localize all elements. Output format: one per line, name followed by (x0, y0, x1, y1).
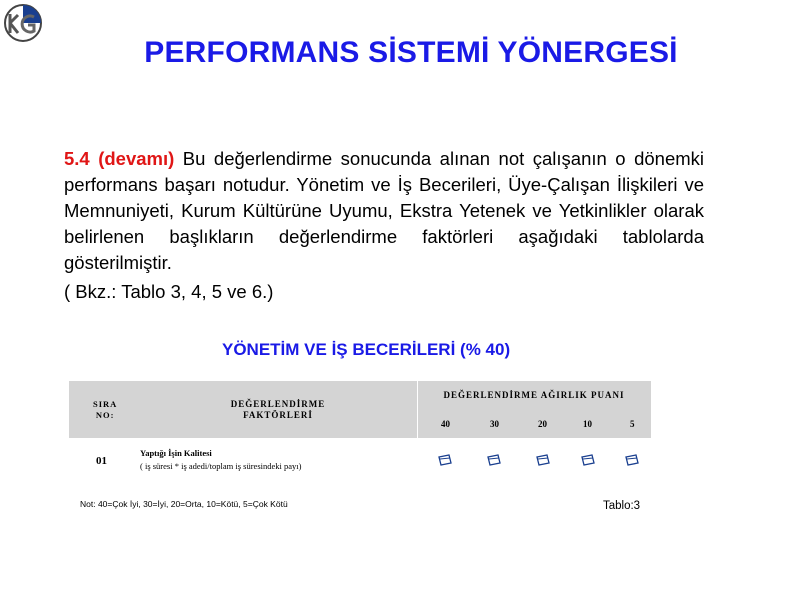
table-reference: ( Bkz.: Tablo 3, 4, 5 ve 6.) (64, 281, 274, 302)
row-factor: Yaptığı İşin Kalitesi (140, 448, 212, 458)
header-sira-line1: SIRA (93, 399, 118, 409)
header-agirlik: DEĞERLENDİRME AĞIRLIK PUANI (443, 390, 625, 400)
checkbox-20-icon[interactable] (535, 453, 551, 467)
checkbox-5-icon[interactable] (624, 453, 640, 467)
point-30: 30 (490, 419, 499, 429)
header-sira-line2: NO: (95, 410, 115, 420)
page-title: PERFORMANS SİSTEMİ YÖNERGESİ (144, 36, 678, 69)
table-note: Not: 40=Çok İyi, 30=İyi, 20=Orta, 10=Kötü, 5=Çok Kötü (80, 499, 288, 509)
header-faktor (219, 399, 337, 421)
row-description: ( iş süresi * iş adedi/toplam iş süresindeki payı) (140, 461, 302, 471)
checkbox-10-icon[interactable] (580, 453, 596, 467)
checkbox-30-icon[interactable] (486, 453, 502, 467)
point-5: 5 (630, 419, 635, 429)
row-number: 01 (96, 455, 107, 467)
section-number: 5.4 (devamı) (64, 148, 175, 169)
point-40: 40 (441, 419, 450, 429)
body-paragraph (64, 146, 704, 276)
header-sira (93, 399, 117, 421)
checkbox-40-icon[interactable] (437, 453, 453, 467)
point-20: 20 (538, 419, 547, 429)
table-title: YÖNETİM VE İŞ BECERİLERİ (% 40) (222, 340, 511, 359)
point-10: 10 (583, 419, 592, 429)
header-faktor-line2: FAKTÖRLERİ (243, 410, 313, 420)
table-header (69, 381, 651, 438)
table-label: Tablo:3 (603, 500, 641, 512)
header-faktor-line1: DEĞERLENDİRME (230, 399, 326, 409)
paragraph-text: Bu değerlendirme sonucunda alınan not çalışanın o dönemki performans başarı notudur. Yönetim ve İş Becerileri, Üye-Çalışan İlişkileri ve Memnuniyeti, Kurum Kültürüne Uyumu, Ekstra Yetenek ve Yetkinlikler olarak belirlenen başlıkların değerlendirme faktörleri aşağıdaki tablolarda gösterilmiştir. (64, 148, 705, 273)
